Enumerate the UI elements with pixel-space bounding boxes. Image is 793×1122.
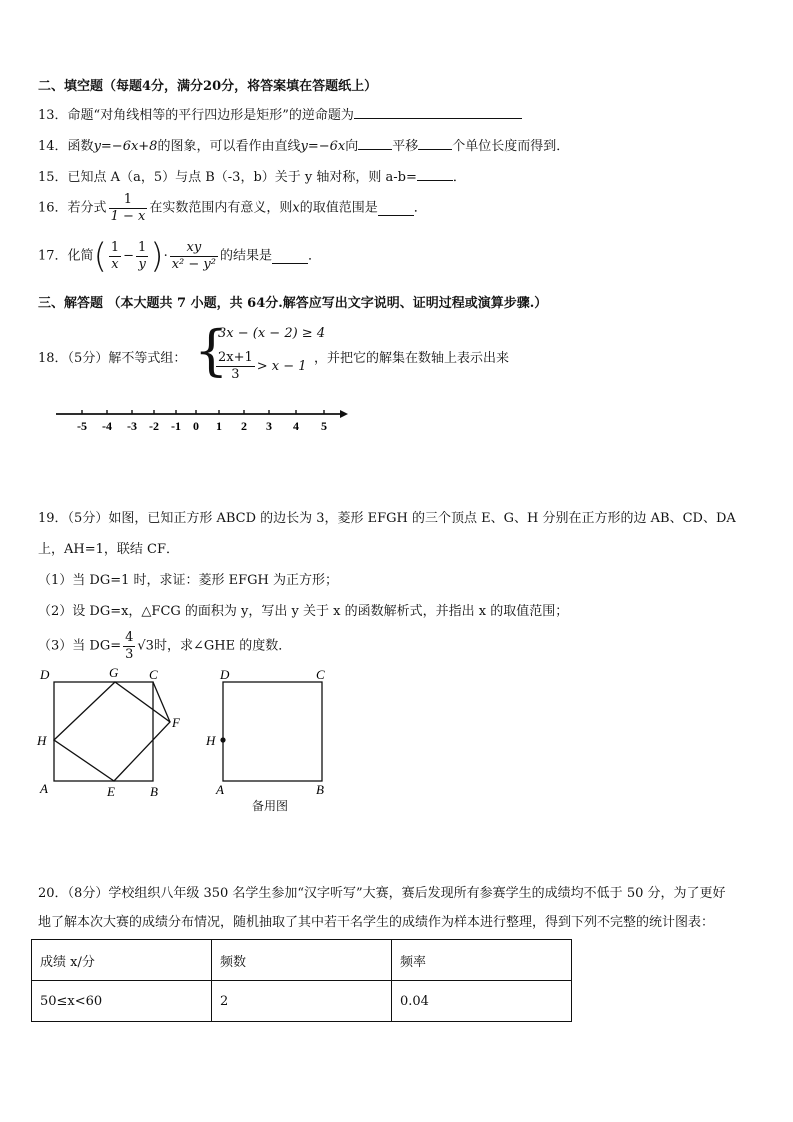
q16-fraction-numerator: 1 [109,192,148,209]
label-h: H [37,733,47,748]
q17-tail: 的结果是 [219,248,272,264]
q18-ineq2-numerator: 2x+1 [218,350,253,365]
q17-left-paren: ( [93,236,107,277]
q17-right-paren: ) [150,236,164,277]
table-header-row [32,940,572,981]
q18-number-line [50,404,360,440]
q19-sub3-root: √3 [137,638,154,654]
number-line-tick-label: -4 [102,419,112,433]
q18-tail: ，并把它的解集在数轴上表示出来 [314,351,510,366]
q14-line: y=−6x [300,139,346,154]
label-f: F [172,715,180,730]
q14-tail: 个单位长度而得到． [452,139,570,154]
q20-frequency-table [31,939,572,1022]
q17-answer-blank[interactable] [272,250,308,264]
label-b: B [150,784,158,799]
section-2-heading: 二、填空题（每题4分，满分20分，将答案填在答题纸上） [38,79,378,94]
q17-b-numerator: 1 [138,240,147,255]
q14-pre: 函数 [67,139,94,154]
table-header: 成绩 x/分 [32,940,212,981]
q16-fraction-denominator: 1 − x [110,209,146,224]
q17-fraction-c [170,240,218,273]
backup-label-d: D [220,667,230,682]
question-13 [38,105,522,125]
square-abcd [54,682,153,781]
q16-number: 16． [38,200,68,216]
label-e: E [107,784,115,799]
q14-number: 14． [38,139,68,154]
q16-variable: x [292,200,300,216]
label-c: C [149,667,158,682]
q14-direction-blank[interactable] [358,136,392,150]
q15-text: 已知点 A（a，5）与点 B（-3，b）关于 y 轴对称，则 a-b= [67,170,417,185]
q13-answer-blank[interactable] [354,105,522,119]
number-line-tick-label: 3 [266,419,272,433]
q13-number: 13． [38,108,68,123]
backup-label-b: B [316,782,324,797]
q16-fraction [109,192,148,225]
table-header: 频率 [392,940,572,981]
number-line-tick-label: -5 [77,419,87,433]
q17-end: ． [307,248,321,264]
number-line-tick-label: 4 [293,419,299,433]
q14-units-blank[interactable] [418,136,452,150]
table-row [32,981,572,1022]
q18-prompt: 18．（5分）解不等式组： [38,351,187,366]
q19-line-2: 上，AH=1，联结 CF． [38,542,179,557]
backup-label-c: C [316,667,325,682]
number-line-tick-label: 2 [241,419,247,433]
table-cell: 2 [212,981,392,1022]
question-14 [38,136,569,156]
q17-b-denominator: y [138,257,146,272]
q18-ineq2-rest: > x − 1 [256,359,307,374]
q19-figure-main [34,664,194,804]
q19-sub3-post: 时，求∠GHE 的度数． [153,638,292,654]
q20-line-2: 地了解本次大赛的成绩分布情况，随机抽取了其中若干名学生的成绩作为样本进行整理，得到下列不完整的统计图表： [38,915,715,930]
q18-ineq2-denominator: 3 [231,367,240,382]
q19-sub3-denominator: 3 [125,647,134,662]
backup-label-h: H [206,733,216,748]
number-line-tick-label: 5 [321,419,327,433]
q16-end: ． [413,200,427,216]
table-cell: 50≤x<60 [32,981,212,1022]
q14-shift: 平移 [392,139,419,154]
q17-c-numerator: xy [170,240,218,257]
backup-label-a: A [216,782,224,797]
q16-answer-blank[interactable] [378,202,414,216]
q18-system-brace: { [194,319,229,382]
q19-figure-backup [200,664,340,804]
q17-dot: · [163,248,168,264]
question-15 [38,167,466,187]
q19-sub3-fraction [123,630,135,663]
q18-inequality-2 [216,350,307,383]
q14-function: y=−6x+8 [93,139,158,154]
q13-text: 命题“对角线相等的平行四边形是矩形”的逆命题为 [67,108,354,123]
number-line-tick-label: -3 [127,419,137,433]
section-3-heading: 三、解答题 （本大题共 7 小题，共 64分.解答应写出文字说明、证明过程或演算步骤.） [38,296,548,311]
number-line-tick-label: -1 [171,419,181,433]
table-cell: 0.04 [392,981,572,1022]
q17-fraction-b [136,240,148,273]
q15-end: ． [452,170,466,185]
q14-direction: 向 [345,139,359,154]
label-g: G [109,665,119,680]
backup-point-h [220,737,225,742]
q18-ineq2-fraction [216,350,255,383]
q19-sub-2: （2）设 DG=x，△FCG 的面积为 y，写出 y 关于 x 的函数解析式，并指出 x 的取值范围； [38,604,569,619]
q19-sub-1: （1）当 DG=1 时，求证：菱形 EFGH 为正方形； [38,573,339,588]
q15-number: 15． [38,170,68,185]
q19-sub-3 [38,630,291,663]
number-line-tick-label: 0 [193,419,199,433]
q20-line-1: 20．（8分）学校组织八年级 350 名学生参加“汉字听写”大赛，赛后发现所有参赛学生的成绩均不低于 50 分，为了更好 [38,886,726,901]
q18-inequality-1: 3x − (x − 2) ≥ 4 [218,326,326,341]
q17-pre: 化简 [67,248,94,264]
q16-pre: 若分式 [67,200,107,216]
q17-c-denominator: x² − y² [171,257,216,272]
q17-number: 17． [38,248,68,264]
q19-sub3-numerator: 4 [125,630,134,645]
q17-a-denominator: x [111,257,119,272]
backup-square [223,682,322,781]
q14-mid: 的图象，可以看作由直线 [157,139,301,154]
q17-fraction-a [109,240,121,273]
label-d: D [40,667,50,682]
question-17 [38,236,321,277]
q15-answer-blank[interactable] [417,167,453,181]
number-line-tick-label: -2 [149,419,159,433]
q16-mid: 在实数范围内有意义，则 [149,200,293,216]
number-line-tick-label: 1 [216,419,222,433]
q17-minus: − [123,248,135,264]
q17-a-numerator: 1 [110,240,120,255]
q16-tail: 的取值范围是 [299,200,378,216]
question-16 [38,192,427,225]
table-header: 频数 [212,940,392,981]
backup-figure-caption: 备用图 [252,799,289,813]
q19-line-1: 19．（5分）如图，已知正方形 ABCD 的边长为 3，菱形 EFGH 的三个顶点 E、G、H 分别在正方形的边 AB、CD、DA [38,511,736,526]
q19-sub3-pre: （3）当 DG= [38,638,122,654]
number-line-arrow [340,410,348,418]
label-a: A [40,781,48,796]
